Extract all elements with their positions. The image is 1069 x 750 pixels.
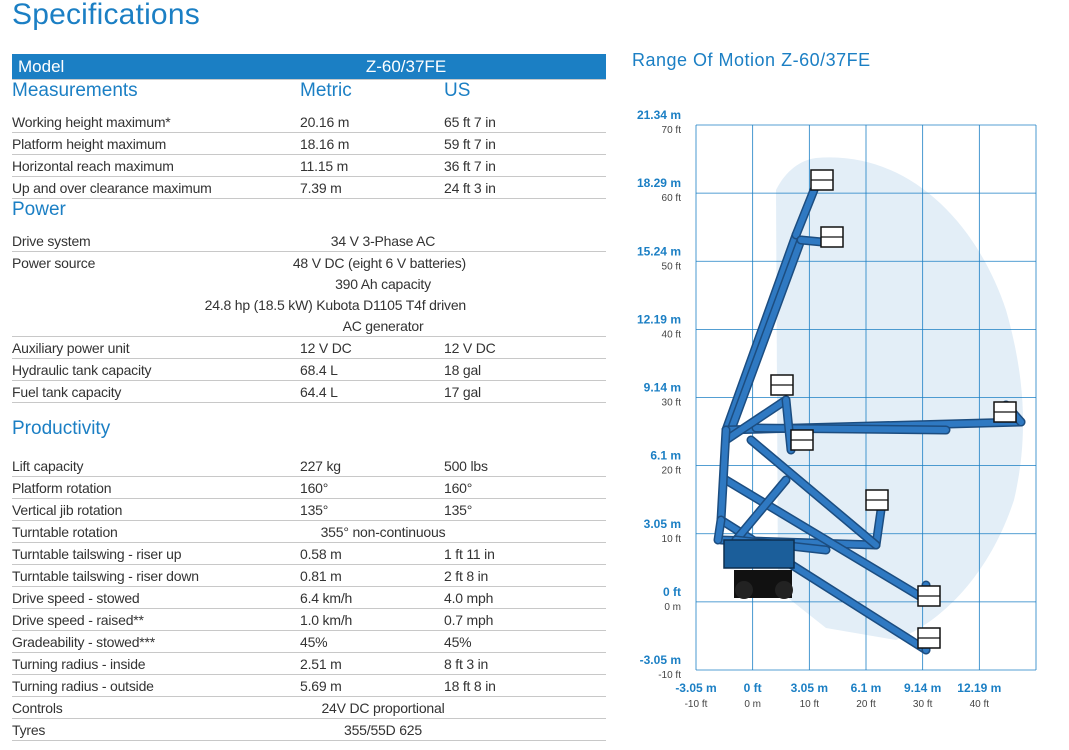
table-row <box>12 675 606 697</box>
row-us: 12 V DC <box>444 339 496 356</box>
x-tick-label-metric: -3.05 m <box>675 681 717 695</box>
platform-basket <box>866 490 888 510</box>
row-us: 18 ft 8 in <box>444 677 496 694</box>
reach-envelope <box>776 157 1023 640</box>
y-tick-label-metric: 9.14 m <box>643 380 681 395</box>
row-us: 18 gal <box>444 361 481 378</box>
row-us: 59 ft 7 in <box>444 135 496 152</box>
row-us: 0.7 mph <box>444 611 494 628</box>
table-row <box>12 155 606 177</box>
power-rows <box>12 337 606 403</box>
row-us: 4.0 mph <box>444 589 494 606</box>
row-value: 34 V 3-Phase AC <box>330 232 436 249</box>
table-row <box>12 653 606 675</box>
y-tick-label-metric: 3.05 m <box>643 516 681 531</box>
row-label: Controls <box>12 699 63 716</box>
platform-basket <box>791 430 813 450</box>
y-tick-label-feet: 60 ft <box>661 193 681 205</box>
model-value: Z-60/37FE <box>365 56 447 76</box>
row-metric: 20.16 m <box>300 113 350 130</box>
row-label: Fuel tank capacity <box>12 383 122 400</box>
y-tick-label-feet: 20 ft <box>661 465 681 477</box>
row-us: 500 lbs <box>444 457 488 474</box>
row-metric: 160° <box>300 479 329 496</box>
wheel-rear <box>735 581 753 599</box>
table-row <box>12 111 606 133</box>
x-tick-label-feet: 40 ft <box>969 699 990 710</box>
row-label: Lift capacity <box>12 457 84 474</box>
row-us: 24 ft 3 in <box>444 179 496 196</box>
power-heading: Power <box>12 199 66 220</box>
row-us: 135° <box>444 501 473 518</box>
y-tick-label-feet: 70 ft <box>661 125 681 136</box>
row-label: Auxiliary power unit <box>12 339 130 356</box>
platform-basket <box>918 586 940 606</box>
table-row <box>12 315 606 337</box>
row-us: 8 ft 3 in <box>444 655 489 672</box>
table-row <box>12 359 606 381</box>
y-tick-label-metric: 15.24 m <box>636 244 681 259</box>
table-row <box>12 273 606 294</box>
boom-arm <box>801 240 822 242</box>
row-us: 2 ft 8 in <box>444 567 489 584</box>
row-us: 160° <box>444 479 473 496</box>
row-label: Drive system <box>12 232 91 249</box>
table-row <box>12 543 606 565</box>
row-metric: 11.15 m <box>300 157 349 174</box>
row-metric: 7.39 m <box>300 179 342 196</box>
row-label: Turning radius - inside <box>12 655 146 672</box>
row-us: 45% <box>444 633 472 650</box>
row-metric: 12 V DC <box>300 339 352 356</box>
row-label: Tyres <box>12 721 46 738</box>
x-tick-label-metric: 6.1 m <box>850 681 882 695</box>
row-value: 355° non-continuous <box>320 523 446 540</box>
row-us: 65 ft 7 in <box>444 113 496 130</box>
row-label: Working height maximum* <box>12 113 171 130</box>
platform-basket <box>918 628 940 648</box>
measurements-heading-row <box>12 80 606 102</box>
x-tick-label-feet: 0 m <box>744 699 762 710</box>
row-label: Gradeability - stowed*** <box>12 633 156 650</box>
y-tick-label-metric: 12.19 m <box>636 312 681 327</box>
row-value: 355/55D 625 <box>344 721 422 738</box>
platform-basket <box>771 375 793 395</box>
measurements-heading: Measurements <box>12 80 138 101</box>
turntable <box>724 540 794 568</box>
row-metric: 227 kg <box>300 457 341 474</box>
y-tick-label-metric: 21.34 m <box>636 108 681 122</box>
x-tick-label-feet: 20 ft <box>856 699 876 710</box>
power-heading-row <box>12 199 606 221</box>
row-metric: 2.51 m <box>300 655 342 672</box>
table-row <box>12 455 606 477</box>
row-value: 24V DC proportional <box>321 699 445 716</box>
table-row <box>12 177 606 199</box>
y-tick-label-feet: 30 ft <box>661 397 681 409</box>
row-metric: 0.58 m <box>300 545 342 562</box>
table-row <box>12 719 606 741</box>
table-row <box>12 521 606 543</box>
x-tick-label-metric: 12.19 m <box>957 681 1002 695</box>
x-tick-label-metric: 9.14 m <box>903 681 942 695</box>
row-metric: 45% <box>300 633 328 650</box>
y-tick-label-feet: 10 ft <box>661 533 681 545</box>
table-row <box>12 252 606 273</box>
x-tick-label-metric: 3.05 m <box>790 681 829 695</box>
table-row <box>12 294 606 315</box>
row-metric: 64.4 L <box>300 383 338 400</box>
row-metric: 1.0 km/h <box>300 611 353 628</box>
table-row <box>12 499 606 521</box>
us-column-heading: US <box>444 80 471 101</box>
model-bar <box>12 54 606 80</box>
range-of-motion-chart <box>626 100 1066 720</box>
measurements-rows <box>12 111 606 199</box>
row-label: Vertical jib rotation <box>12 501 123 518</box>
row-value: AC generator <box>342 317 424 334</box>
row-us: 17 gal <box>444 383 481 400</box>
row-label: Drive speed - raised** <box>12 611 144 628</box>
row-label: Hydraulic tank capacity <box>12 361 152 378</box>
table-row <box>12 230 606 252</box>
platform-basket <box>994 402 1016 422</box>
row-metric: 18.16 m <box>300 135 350 152</box>
table-row <box>12 337 606 359</box>
model-label: Model <box>18 56 65 76</box>
row-metric: 0.81 m <box>300 567 342 584</box>
platform-basket <box>821 227 843 247</box>
table-row <box>12 133 606 155</box>
y-tick-label-feet: 50 ft <box>661 261 681 273</box>
productivity-rows <box>12 455 606 741</box>
table-row <box>12 565 606 587</box>
row-us: 1 ft 11 in <box>444 545 495 562</box>
table-row <box>12 587 606 609</box>
row-label: Platform height maximum <box>12 135 167 152</box>
metric-column-heading: Metric <box>300 80 352 101</box>
chart-title: Range Of Motion Z-60/37FE <box>632 50 871 70</box>
row-metric: 135° <box>300 501 329 518</box>
row-metric: 5.69 m <box>300 677 342 694</box>
row-label: Turntable tailswing - riser up <box>12 545 182 562</box>
y-tick-label-feet: 0 m <box>664 601 681 613</box>
table-row <box>12 631 606 653</box>
row-label: Power source <box>12 254 96 271</box>
row-metric: 68.4 L <box>300 361 338 378</box>
y-tick-label-metric: 6.1 m <box>650 448 681 463</box>
y-tick-label-metric: 18.29 m <box>636 176 681 191</box>
table-row <box>12 477 606 499</box>
x-tick-label-feet: 10 ft <box>799 699 820 710</box>
row-value: 390 Ah capacity <box>335 275 431 292</box>
x-tick-label-metric: 0 ft <box>743 681 762 695</box>
row-label: Turntable rotation <box>12 523 118 540</box>
row-value: 24.8 hp (18.5 kW) Kubota D1105 T4f driven <box>204 296 466 313</box>
table-row <box>12 609 606 631</box>
row-label: Horizontal reach maximum <box>12 157 174 174</box>
y-tick-label-feet: 40 ft <box>661 329 681 341</box>
table-row <box>12 697 606 719</box>
y-tick-label-metric: -3.05 m <box>639 653 681 667</box>
row-label: Turntable tailswing - riser down <box>12 567 199 584</box>
row-label: Drive speed - stowed <box>12 589 140 606</box>
x-tick-label-feet: -10 ft <box>684 699 708 710</box>
platform-basket <box>811 170 833 190</box>
wheel-front <box>775 581 793 599</box>
y-tick-label-feet: -10 ft <box>658 670 681 681</box>
row-us: 36 ft 7 in <box>444 157 496 174</box>
productivity-heading: Productivity <box>12 418 111 439</box>
row-label: Up and over clearance maximum <box>12 179 212 196</box>
table-row <box>12 381 606 403</box>
row-metric: 6.4 km/h <box>300 589 353 606</box>
row-label: Turning radius - outside <box>12 677 154 694</box>
productivity-heading-row <box>12 418 606 440</box>
y-tick-label-metric: 0 ft <box>663 584 681 599</box>
row-value: 48 V DC (eight 6 V batteries) <box>292 254 466 271</box>
page-title: Specifications <box>12 0 200 31</box>
boom-arm <box>718 520 721 540</box>
spec-table <box>12 54 606 741</box>
row-label: Platform rotation <box>12 479 112 496</box>
x-tick-label-feet: 30 ft <box>912 699 933 710</box>
